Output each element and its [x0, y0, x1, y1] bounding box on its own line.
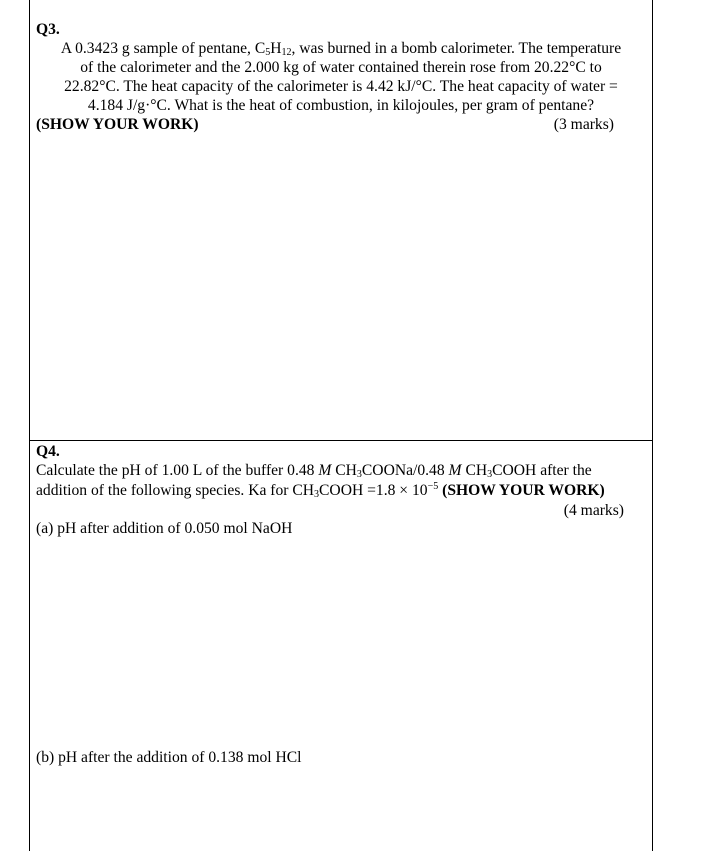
q4-marks: (4 marks) — [563, 502, 624, 519]
question-3 — [36, 20, 646, 134]
section-divider — [29, 440, 653, 441]
q3-footer — [36, 115, 646, 134]
q3-marks: (3 marks) — [553, 116, 614, 133]
q3-number: Q3. — [36, 21, 60, 38]
q3-text — [36, 39, 646, 115]
q3-line-1: A 0.3423 g sample of pentane, $C_5H_{12}$, was burned in a bomb calorimeter. The temperature — [60, 40, 622, 58]
q3-show-work: (SHOW YOUR WORK) — [36, 116, 199, 133]
q4-text — [36, 461, 646, 501]
q4-line-1: Calculate the pH of 1.00 L of the buffer 0.48 M $CH_3COONa/0.48$ M $CH_3COOH$ after the — [36, 462, 592, 480]
q4-show-work: (SHOW YOUR WORK) — [438, 482, 605, 499]
q3-line-2: of the calorimeter and the 2.000 kg of water contained therein rose from 20.22°C to — [80, 59, 602, 76]
question-4 — [36, 442, 646, 521]
q4-part-b: (b) pH after the addition of 0.138 mol HCl — [36, 749, 302, 766]
q4-part-a: (a) pH after addition of 0.050 mol NaOH — [36, 520, 293, 537]
q4-number: Q4. — [36, 443, 60, 460]
q3-line-3: 22.82°C. The heat capacity of the calorimeter is 4.42 kJ/°C. The heat capacity of water = — [64, 78, 618, 95]
q3-line-4: 4.184 J/g·°C. What is the heat of combustion, in kilojoules, per gram of pentane? — [87, 97, 595, 114]
q4-line-2: addition of the following species. Ka for $CH_3COOH =1.8 \times 10^{-5}$ (SHOW YOUR WORK) — [36, 481, 605, 500]
